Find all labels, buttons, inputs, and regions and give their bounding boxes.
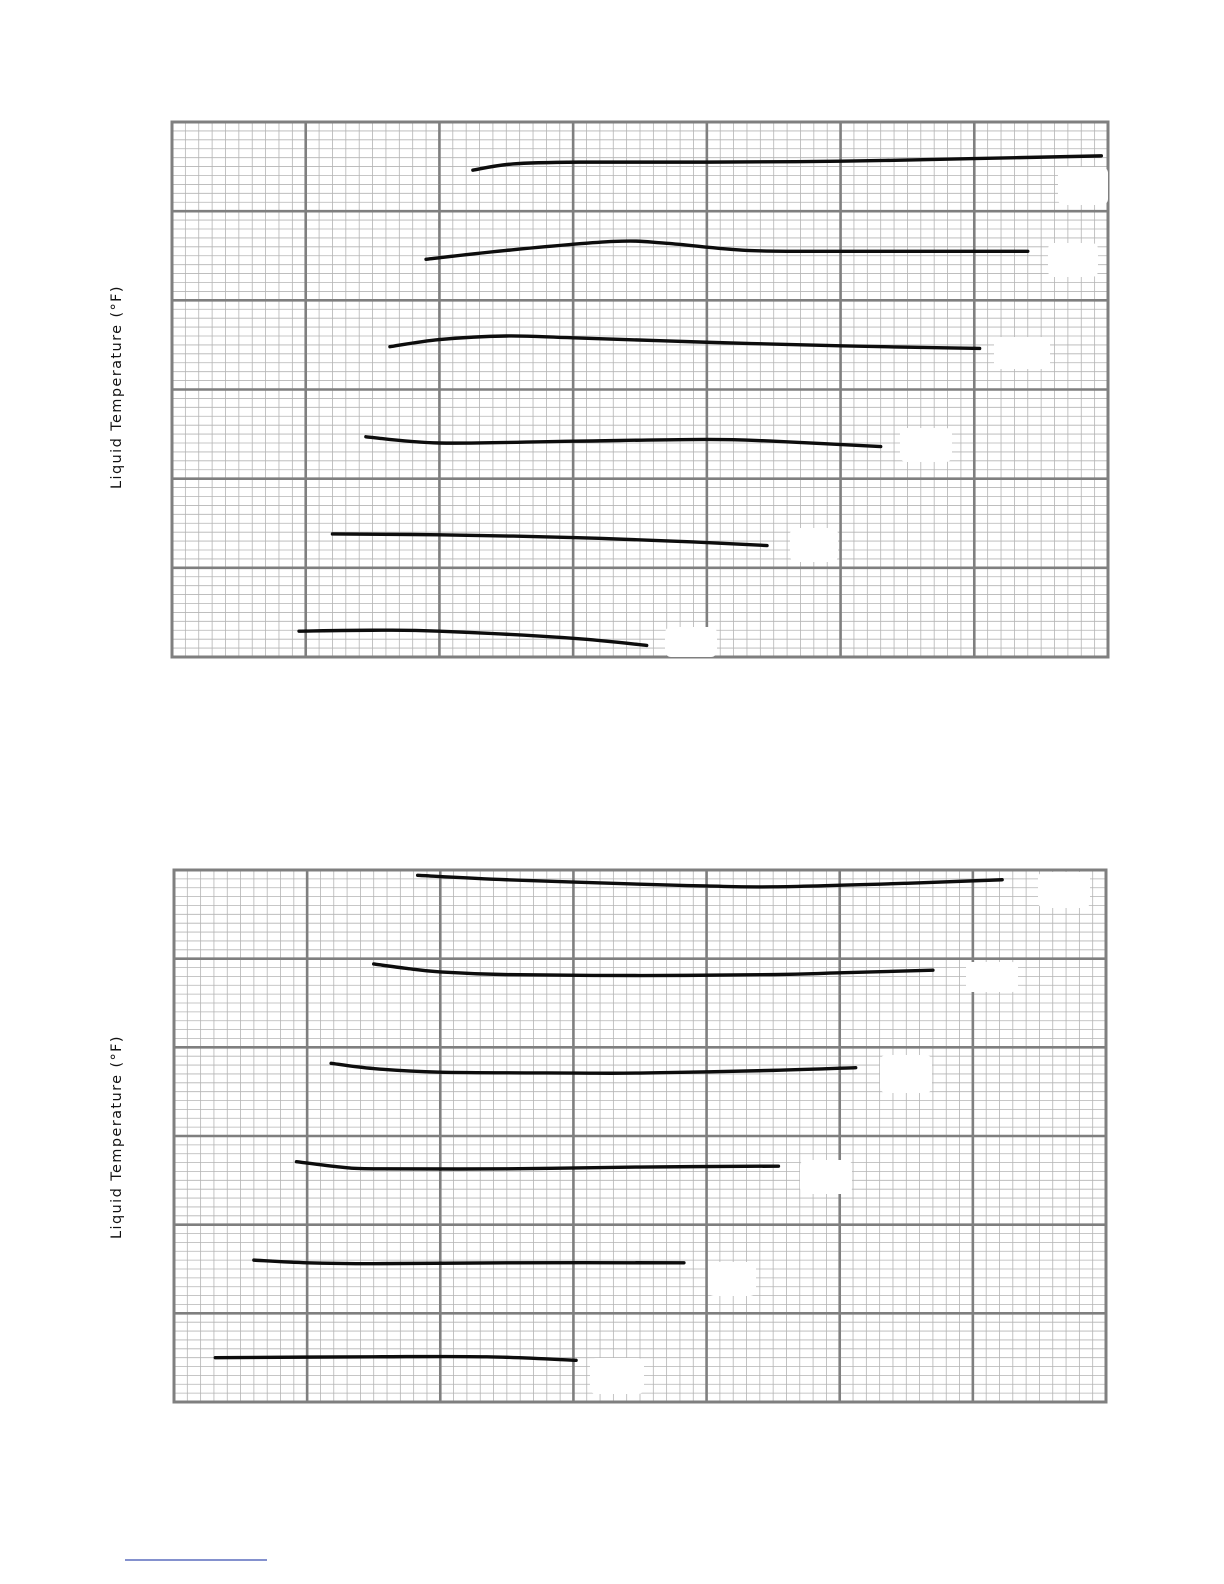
blank-label-patch	[880, 1055, 932, 1093]
blank-label-patch	[1058, 167, 1108, 205]
blank-label-patch	[800, 1160, 852, 1194]
blank-label-patch	[1038, 872, 1090, 908]
series-line-5	[254, 1260, 684, 1264]
series-lines	[215, 875, 1002, 1360]
y-axis-label: Liquid Temperature (°F)	[109, 1035, 125, 1239]
chart-top	[109, 122, 1108, 657]
blank-label-patch	[966, 962, 1018, 992]
blank-label-patch	[1048, 243, 1098, 277]
series-line-2	[426, 241, 1028, 259]
series-line-6	[215, 1356, 576, 1360]
blank-label-patch	[665, 627, 717, 657]
series-line-5	[332, 534, 767, 546]
series-line-3	[390, 336, 980, 349]
blank-label-patch	[708, 1262, 756, 1296]
blank-label-patch	[590, 1358, 644, 1394]
chart-bottom	[109, 870, 1106, 1402]
series-line-6	[299, 630, 647, 645]
label-patches	[665, 167, 1108, 657]
blank-label-patch	[900, 428, 952, 462]
series-line-1	[418, 875, 1002, 887]
y-axis-label: Liquid Temperature (°F)	[109, 285, 125, 489]
series-line-4	[366, 437, 881, 447]
blank-label-patch	[994, 337, 1050, 369]
blank-label-patch	[790, 528, 838, 562]
